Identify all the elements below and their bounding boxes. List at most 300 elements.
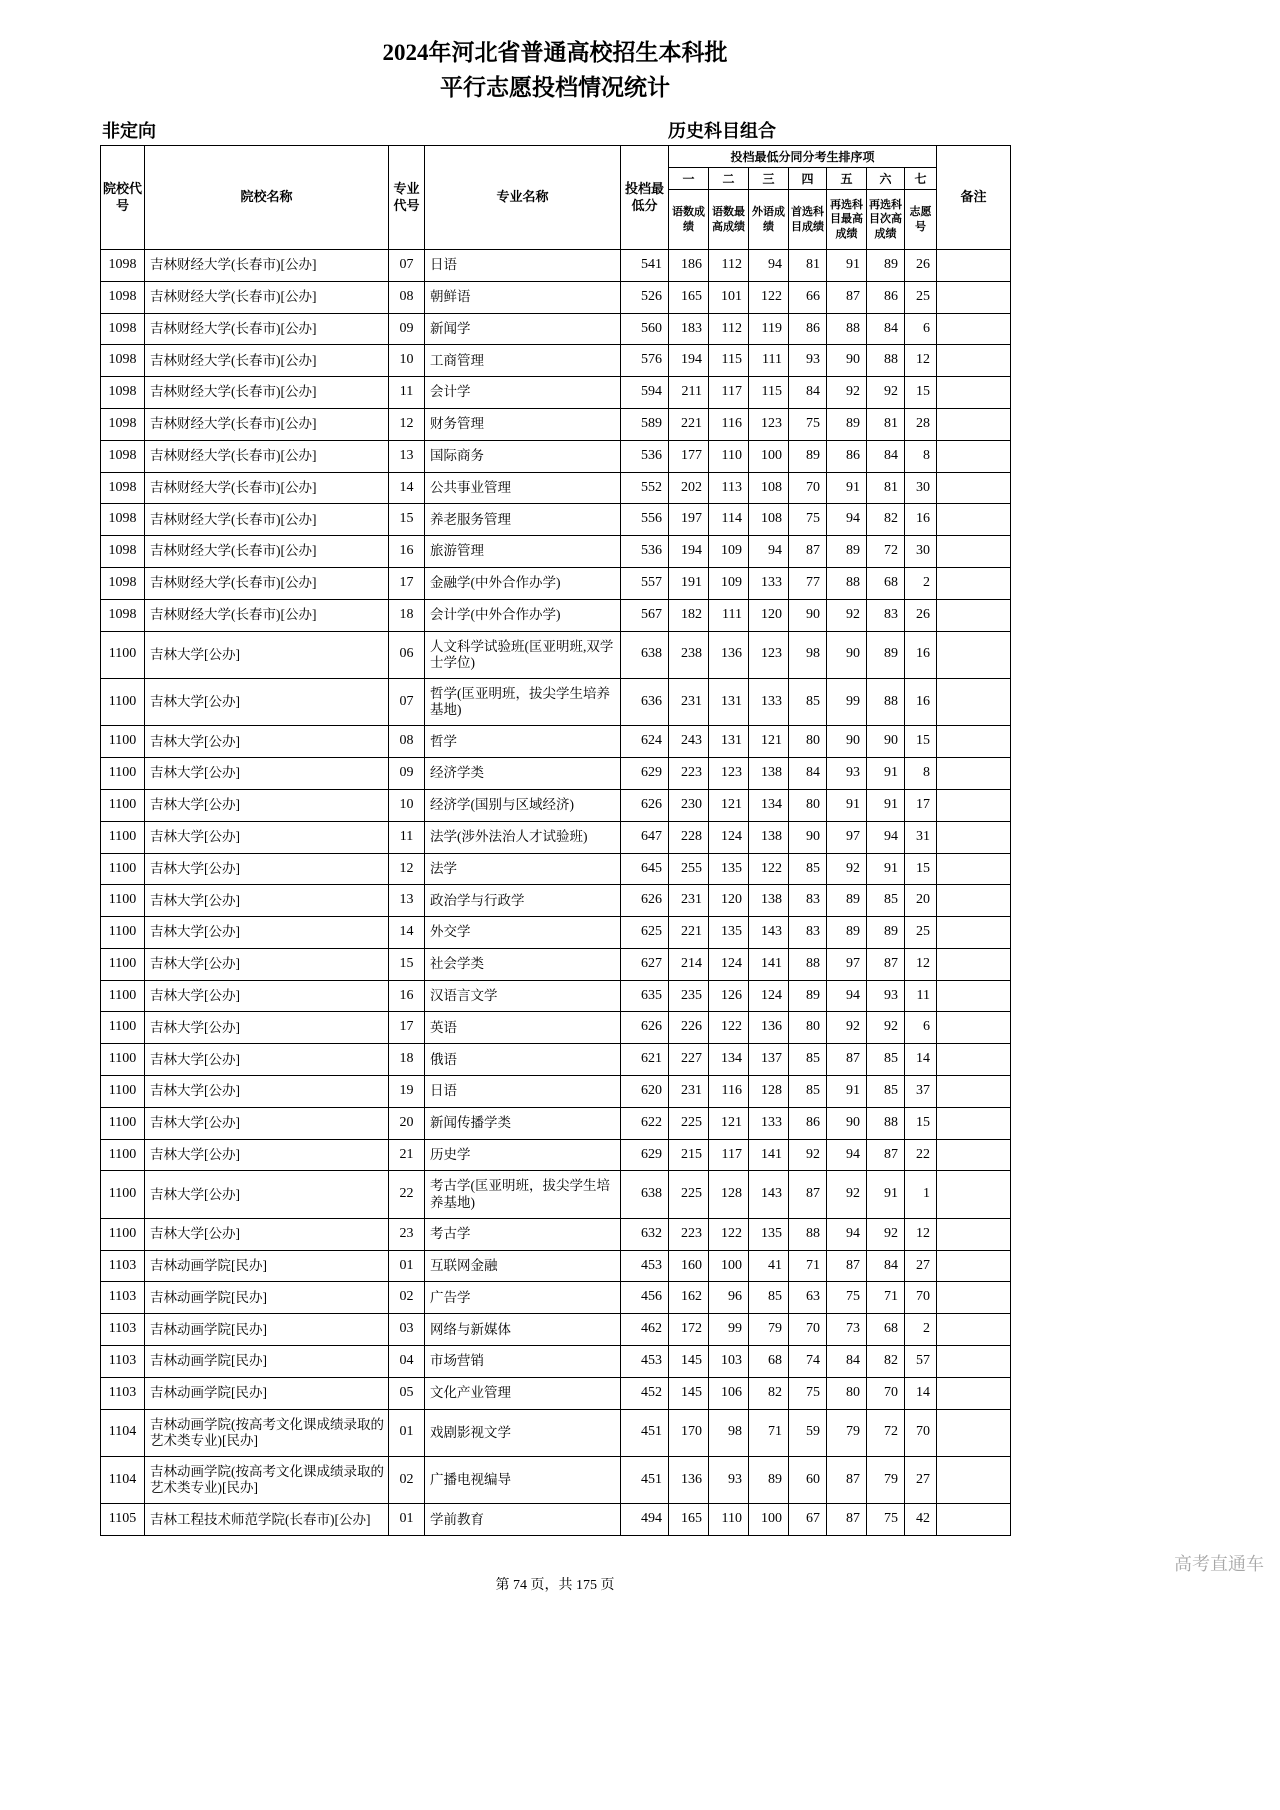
tiebreak-6-cell: 84: [867, 313, 905, 345]
major-code-cell: 18: [389, 1044, 425, 1076]
college-name-cell: 吉林大学[公办]: [145, 980, 389, 1012]
tiebreak-5-cell: 90: [827, 726, 867, 758]
college-code-cell: 1100: [101, 1044, 145, 1076]
college-code-cell: 1098: [101, 472, 145, 504]
tiebreak-2-cell: 128: [709, 1171, 749, 1218]
tiebreak-6-cell: 89: [867, 917, 905, 949]
college-code-cell: 1105: [101, 1504, 145, 1536]
college-code-cell: 1100: [101, 885, 145, 917]
title-line-1: 2024年河北省普通高校招生本科批: [382, 40, 728, 65]
table-row: [101, 1218, 1011, 1250]
major-code-cell: 19: [389, 1076, 425, 1108]
tiebreak-5-cell: 91: [827, 472, 867, 504]
tiebreak-6-cell: 81: [867, 408, 905, 440]
remark-cell: [937, 281, 1011, 313]
tiebreak-2-cell: 131: [709, 726, 749, 758]
tiebreak-2-cell: 122: [709, 1012, 749, 1044]
college-code-cell: 1100: [101, 1218, 145, 1250]
tiebreak-5-cell: 79: [827, 1409, 867, 1456]
college-code-cell: 1100: [101, 948, 145, 980]
remark-cell: [937, 917, 1011, 949]
major-code-cell: 09: [389, 313, 425, 345]
table-row: [101, 472, 1011, 504]
table-row: [101, 1346, 1011, 1378]
remark-cell: [937, 885, 1011, 917]
remark-cell: [937, 1139, 1011, 1171]
college-code-cell: 1098: [101, 567, 145, 599]
college-code-cell: 1103: [101, 1282, 145, 1314]
college-name-cell: 吉林财经大学(长春市)[公办]: [145, 440, 389, 472]
tiebreak-1-cell: 145: [669, 1346, 709, 1378]
tiebreak-4-cell: 75: [789, 1377, 827, 1409]
tiebreak-col-num-7: 七: [905, 168, 937, 190]
major-name-cell: 法学: [425, 853, 621, 885]
choice-number-cell: 12: [905, 345, 937, 377]
tiebreak-4-cell: 71: [789, 1250, 827, 1282]
tiebreak-5-cell: 97: [827, 948, 867, 980]
major-name-cell: 旅游管理: [425, 536, 621, 568]
tiebreak-1-cell: 227: [669, 1044, 709, 1076]
tiebreak-6-cell: 85: [867, 885, 905, 917]
table-row: [101, 678, 1011, 725]
remark-cell: [937, 599, 1011, 631]
college-code-cell: 1100: [101, 758, 145, 790]
college-code-cell: 1103: [101, 1377, 145, 1409]
college-name-cell: 吉林财经大学(长春市)[公办]: [145, 313, 389, 345]
tiebreak-col-num-1: 一: [669, 168, 709, 190]
tiebreak-1-cell: 165: [669, 281, 709, 313]
tiebreak-3-cell: 133: [749, 567, 789, 599]
min-score-cell: 451: [621, 1457, 669, 1504]
tiebreak-2-cell: 101: [709, 281, 749, 313]
table-row: [101, 567, 1011, 599]
major-name-cell: 日语: [425, 1076, 621, 1108]
orientation-label: 非定向: [102, 121, 156, 141]
tiebreak-3-cell: 121: [749, 726, 789, 758]
tiebreak-6-cell: 85: [867, 1076, 905, 1108]
tiebreak-3-cell: 111: [749, 345, 789, 377]
tiebreak-1-cell: 162: [669, 1282, 709, 1314]
tiebreak-2-cell: 124: [709, 821, 749, 853]
min-score-cell: 456: [621, 1282, 669, 1314]
choice-number-cell: 26: [905, 250, 937, 282]
tiebreak-5-cell: 73: [827, 1314, 867, 1346]
tiebreak-3-cell: 68: [749, 1346, 789, 1378]
tiebreak-5-cell: 89: [827, 536, 867, 568]
choice-number-cell: 15: [905, 726, 937, 758]
choice-number-cell: 27: [905, 1250, 937, 1282]
tiebreak-3-cell: 138: [749, 758, 789, 790]
tiebreak-6-cell: 72: [867, 1409, 905, 1456]
tiebreak-6-cell: 79: [867, 1457, 905, 1504]
tiebreak-2-cell: 112: [709, 313, 749, 345]
tiebreak-2-cell: 131: [709, 678, 749, 725]
tiebreak-2-cell: 111: [709, 599, 749, 631]
tiebreak-2-cell: 124: [709, 948, 749, 980]
tiebreak-4-cell: 86: [789, 313, 827, 345]
tiebreak-1-cell: 165: [669, 1504, 709, 1536]
tiebreak-1-cell: 170: [669, 1409, 709, 1456]
major-code-cell: 20: [389, 1107, 425, 1139]
college-code-cell: 1098: [101, 377, 145, 409]
remark-cell: [937, 345, 1011, 377]
major-code-cell: 11: [389, 377, 425, 409]
tiebreak-3-cell: 115: [749, 377, 789, 409]
page-title: [100, 0, 1010, 105]
table-row: [101, 1314, 1011, 1346]
remark-cell: [937, 567, 1011, 599]
tiebreak-6-cell: 70: [867, 1377, 905, 1409]
tiebreak-1-cell: 194: [669, 345, 709, 377]
tiebreak-2-cell: 106: [709, 1377, 749, 1409]
min-score-cell: 557: [621, 567, 669, 599]
table-row: [101, 313, 1011, 345]
table-row: [101, 1012, 1011, 1044]
college-name-cell: 吉林大学[公办]: [145, 853, 389, 885]
tiebreak-5-cell: 94: [827, 504, 867, 536]
tiebreak-2-cell: 110: [709, 440, 749, 472]
major-name-cell: 社会学类: [425, 948, 621, 980]
major-code-cell: 03: [389, 1314, 425, 1346]
tiebreak-4-cell: 84: [789, 377, 827, 409]
tiebreak-5-cell: 92: [827, 853, 867, 885]
tiebreak-1-cell: 226: [669, 1012, 709, 1044]
tiebreak-2-cell: 135: [709, 853, 749, 885]
choice-number-cell: 8: [905, 758, 937, 790]
tiebreak-6-cell: 83: [867, 599, 905, 631]
tiebreak-3-cell: 141: [749, 948, 789, 980]
choice-number-cell: 27: [905, 1457, 937, 1504]
major-name-cell: 养老服务管理: [425, 504, 621, 536]
tiebreak-4-cell: 92: [789, 1139, 827, 1171]
choice-number-cell: 26: [905, 599, 937, 631]
remark-cell: [937, 980, 1011, 1012]
college-code-cell: 1100: [101, 678, 145, 725]
choice-number-cell: 70: [905, 1282, 937, 1314]
college-name-cell: 吉林大学[公办]: [145, 678, 389, 725]
tiebreak-5-cell: 90: [827, 1107, 867, 1139]
table-row: [101, 1409, 1011, 1456]
remark-cell: [937, 1409, 1011, 1456]
tiebreak-4-cell: 86: [789, 1107, 827, 1139]
tiebreak-6-cell: 89: [867, 631, 905, 678]
tiebreak-4-cell: 59: [789, 1409, 827, 1456]
college-code-cell: 1104: [101, 1409, 145, 1456]
tiebreak-2-cell: 122: [709, 1218, 749, 1250]
tiebreak-6-cell: 92: [867, 1012, 905, 1044]
admission-stats-table: [100, 145, 1011, 1536]
min-score-cell: 594: [621, 377, 669, 409]
tiebreak-2-cell: 116: [709, 408, 749, 440]
tiebreak-5-cell: 87: [827, 1250, 867, 1282]
tiebreak-5-cell: 90: [827, 345, 867, 377]
remark-cell: [937, 1346, 1011, 1378]
choice-number-cell: 42: [905, 1504, 937, 1536]
major-code-cell: 16: [389, 980, 425, 1012]
table-row: [101, 1044, 1011, 1076]
college-name-cell: 吉林大学[公办]: [145, 948, 389, 980]
major-name-cell: 国际商务: [425, 440, 621, 472]
tiebreak-5-cell: 94: [827, 980, 867, 1012]
remark-cell: [937, 250, 1011, 282]
major-code-cell: 12: [389, 853, 425, 885]
major-name-cell: 戏剧影视文学: [425, 1409, 621, 1456]
college-code-cell: 1098: [101, 281, 145, 313]
choice-number-cell: 25: [905, 281, 937, 313]
col-header-college-code: 院校代号: [101, 146, 145, 250]
table-row: [101, 1377, 1011, 1409]
major-name-cell: 哲学: [425, 726, 621, 758]
college-code-cell: 1100: [101, 1139, 145, 1171]
table-row: [101, 377, 1011, 409]
college-name-cell: 吉林大学[公办]: [145, 885, 389, 917]
choice-number-cell: 30: [905, 536, 937, 568]
min-score-cell: 626: [621, 789, 669, 821]
major-name-cell: 会计学: [425, 377, 621, 409]
college-name-cell: 吉林动画学院[民办]: [145, 1377, 389, 1409]
tiebreak-3-cell: 79: [749, 1314, 789, 1346]
choice-number-cell: 70: [905, 1409, 937, 1456]
table-row: [101, 631, 1011, 678]
choice-number-cell: 15: [905, 377, 937, 409]
college-name-cell: 吉林财经大学(长春市)[公办]: [145, 567, 389, 599]
major-name-cell: 金融学(中外合作办学): [425, 567, 621, 599]
tiebreak-5-cell: 89: [827, 917, 867, 949]
tiebreak-4-cell: 98: [789, 631, 827, 678]
tiebreak-4-cell: 88: [789, 1218, 827, 1250]
tiebreak-2-cell: 121: [709, 789, 749, 821]
tiebreak-1-cell: 182: [669, 599, 709, 631]
tiebreak-col-label-4: 首选科目成绩: [789, 190, 827, 250]
major-name-cell: 文化产业管理: [425, 1377, 621, 1409]
tiebreak-2-cell: 134: [709, 1044, 749, 1076]
major-code-cell: 08: [389, 281, 425, 313]
tiebreak-4-cell: 75: [789, 504, 827, 536]
tiebreak-3-cell: 123: [749, 631, 789, 678]
tiebreak-4-cell: 83: [789, 917, 827, 949]
tiebreak-2-cell: 123: [709, 758, 749, 790]
tiebreak-2-cell: 135: [709, 917, 749, 949]
tiebreak-3-cell: 41: [749, 1250, 789, 1282]
min-score-cell: 627: [621, 948, 669, 980]
major-code-cell: 08: [389, 726, 425, 758]
major-name-cell: 网络与新媒体: [425, 1314, 621, 1346]
remark-cell: [937, 1314, 1011, 1346]
tiebreak-5-cell: 88: [827, 567, 867, 599]
major-code-cell: 10: [389, 345, 425, 377]
major-name-cell: 英语: [425, 1012, 621, 1044]
tiebreak-col-num-4: 四: [789, 168, 827, 190]
tiebreak-4-cell: 88: [789, 948, 827, 980]
tiebreak-4-cell: 80: [789, 726, 827, 758]
page-number: 第 74 页，共 175 页: [495, 1578, 615, 1594]
tiebreak-1-cell: 211: [669, 377, 709, 409]
college-name-cell: 吉林工程技术师范学院(长春市)[公办]: [145, 1504, 389, 1536]
tiebreak-4-cell: 81: [789, 250, 827, 282]
major-code-cell: 09: [389, 758, 425, 790]
major-code-cell: 15: [389, 504, 425, 536]
major-code-cell: 07: [389, 250, 425, 282]
tiebreak-3-cell: 122: [749, 853, 789, 885]
table-row: [101, 726, 1011, 758]
remark-cell: [937, 821, 1011, 853]
college-name-cell: 吉林大学[公办]: [145, 789, 389, 821]
min-score-cell: 494: [621, 1504, 669, 1536]
min-score-cell: 625: [621, 917, 669, 949]
tiebreak-4-cell: 77: [789, 567, 827, 599]
table-row: [101, 1250, 1011, 1282]
tiebreak-3-cell: 89: [749, 1457, 789, 1504]
college-name-cell: 吉林财经大学(长春市)[公办]: [145, 599, 389, 631]
major-code-cell: 14: [389, 917, 425, 949]
choice-number-cell: 15: [905, 853, 937, 885]
choice-number-cell: 8: [905, 440, 937, 472]
choice-number-cell: 12: [905, 1218, 937, 1250]
tiebreak-5-cell: 92: [827, 1171, 867, 1218]
tiebreak-5-cell: 80: [827, 1377, 867, 1409]
college-code-cell: 1100: [101, 917, 145, 949]
tiebreak-4-cell: 80: [789, 1012, 827, 1044]
major-code-cell: 13: [389, 885, 425, 917]
major-name-cell: 新闻传播学类: [425, 1107, 621, 1139]
tiebreak-1-cell: 202: [669, 472, 709, 504]
tiebreak-4-cell: 70: [789, 1314, 827, 1346]
remark-cell: [937, 678, 1011, 725]
tiebreak-3-cell: 124: [749, 980, 789, 1012]
tiebreak-5-cell: 86: [827, 440, 867, 472]
tiebreak-col-num-3: 三: [749, 168, 789, 190]
tiebreak-5-cell: 92: [827, 599, 867, 631]
major-code-cell: 01: [389, 1504, 425, 1536]
choice-number-cell: 16: [905, 678, 937, 725]
major-code-cell: 17: [389, 1012, 425, 1044]
major-name-cell: 外交学: [425, 917, 621, 949]
major-name-cell: 市场营销: [425, 1346, 621, 1378]
tiebreak-1-cell: 145: [669, 1377, 709, 1409]
tiebreak-col-label-7: 志愿号: [905, 190, 937, 250]
tiebreak-5-cell: 89: [827, 885, 867, 917]
table-row: [101, 885, 1011, 917]
tiebreak-6-cell: 84: [867, 440, 905, 472]
table-row: [101, 917, 1011, 949]
major-code-cell: 17: [389, 567, 425, 599]
tiebreak-6-cell: 93: [867, 980, 905, 1012]
college-code-cell: 1103: [101, 1250, 145, 1282]
tiebreak-5-cell: 89: [827, 408, 867, 440]
choice-number-cell: 12: [905, 948, 937, 980]
tiebreak-5-cell: 90: [827, 631, 867, 678]
tiebreak-1-cell: 186: [669, 250, 709, 282]
table-row: [101, 1504, 1011, 1536]
tiebreak-4-cell: 67: [789, 1504, 827, 1536]
tiebreak-1-cell: 221: [669, 408, 709, 440]
min-score-cell: 626: [621, 1012, 669, 1044]
college-name-cell: 吉林财经大学(长春市)[公办]: [145, 281, 389, 313]
table-row: [101, 948, 1011, 980]
remark-cell: [937, 1012, 1011, 1044]
major-code-cell: 02: [389, 1282, 425, 1314]
col-header-tiebreak-group: 投档最低分同分考生排序项: [669, 146, 937, 168]
college-code-cell: 1098: [101, 408, 145, 440]
college-code-cell: 1104: [101, 1457, 145, 1504]
choice-number-cell: 16: [905, 504, 937, 536]
tiebreak-3-cell: 141: [749, 1139, 789, 1171]
major-name-cell: 汉语言文学: [425, 980, 621, 1012]
major-name-cell: 财务管理: [425, 408, 621, 440]
college-code-cell: 1100: [101, 853, 145, 885]
table-row: [101, 599, 1011, 631]
major-name-cell: 工商管理: [425, 345, 621, 377]
tiebreak-2-cell: 136: [709, 631, 749, 678]
table-row: [101, 1282, 1011, 1314]
college-name-cell: 吉林动画学院(按高考文化课成绩录取的艺术类专业)[民办]: [145, 1457, 389, 1504]
tiebreak-6-cell: 86: [867, 281, 905, 313]
tiebreak-col-label-6: 再选科目次高成绩: [867, 190, 905, 250]
major-name-cell: 经济学(国别与区域经济): [425, 789, 621, 821]
tiebreak-1-cell: 194: [669, 536, 709, 568]
major-name-cell: 经济学类: [425, 758, 621, 790]
tiebreak-1-cell: 231: [669, 885, 709, 917]
major-code-cell: 22: [389, 1171, 425, 1218]
major-code-cell: 04: [389, 1346, 425, 1378]
tiebreak-4-cell: 89: [789, 980, 827, 1012]
remark-cell: [937, 504, 1011, 536]
tiebreak-6-cell: 92: [867, 377, 905, 409]
min-score-cell: 622: [621, 1107, 669, 1139]
major-name-cell: 广告学: [425, 1282, 621, 1314]
tiebreak-3-cell: 138: [749, 821, 789, 853]
tiebreak-5-cell: 84: [827, 1346, 867, 1378]
tiebreak-1-cell: 225: [669, 1107, 709, 1139]
tiebreak-6-cell: 72: [867, 536, 905, 568]
major-code-cell: 02: [389, 1457, 425, 1504]
college-name-cell: 吉林大学[公办]: [145, 917, 389, 949]
college-name-cell: 吉林财经大学(长春市)[公办]: [145, 504, 389, 536]
min-score-cell: 626: [621, 885, 669, 917]
tiebreak-6-cell: 91: [867, 1171, 905, 1218]
subject-combo-label: 历史科目组合: [668, 121, 776, 141]
tiebreak-6-cell: 90: [867, 726, 905, 758]
major-name-cell: 人文科学试验班(匡亚明班,双学士学位): [425, 631, 621, 678]
tiebreak-1-cell: 223: [669, 1218, 709, 1250]
tiebreak-3-cell: 119: [749, 313, 789, 345]
college-name-cell: 吉林财经大学(长春市)[公办]: [145, 536, 389, 568]
tiebreak-5-cell: 87: [827, 1457, 867, 1504]
major-name-cell: 互联网金融: [425, 1250, 621, 1282]
tiebreak-3-cell: 82: [749, 1377, 789, 1409]
major-code-cell: 11: [389, 821, 425, 853]
tiebreak-4-cell: 70: [789, 472, 827, 504]
major-code-cell: 15: [389, 948, 425, 980]
choice-number-cell: 6: [905, 1012, 937, 1044]
college-code-cell: 1100: [101, 1076, 145, 1108]
major-code-cell: 05: [389, 1377, 425, 1409]
tiebreak-5-cell: 99: [827, 678, 867, 725]
tiebreak-2-cell: 103: [709, 1346, 749, 1378]
section-labels: [100, 117, 1010, 143]
tiebreak-6-cell: 91: [867, 853, 905, 885]
choice-number-cell: 57: [905, 1346, 937, 1378]
min-score-cell: 620: [621, 1076, 669, 1108]
min-score-cell: 567: [621, 599, 669, 631]
tiebreak-3-cell: 123: [749, 408, 789, 440]
tiebreak-1-cell: 255: [669, 853, 709, 885]
table-row: [101, 821, 1011, 853]
tiebreak-1-cell: 136: [669, 1457, 709, 1504]
major-name-cell: 会计学(中外合作办学): [425, 599, 621, 631]
college-name-cell: 吉林大学[公办]: [145, 1044, 389, 1076]
remark-cell: [937, 1250, 1011, 1282]
